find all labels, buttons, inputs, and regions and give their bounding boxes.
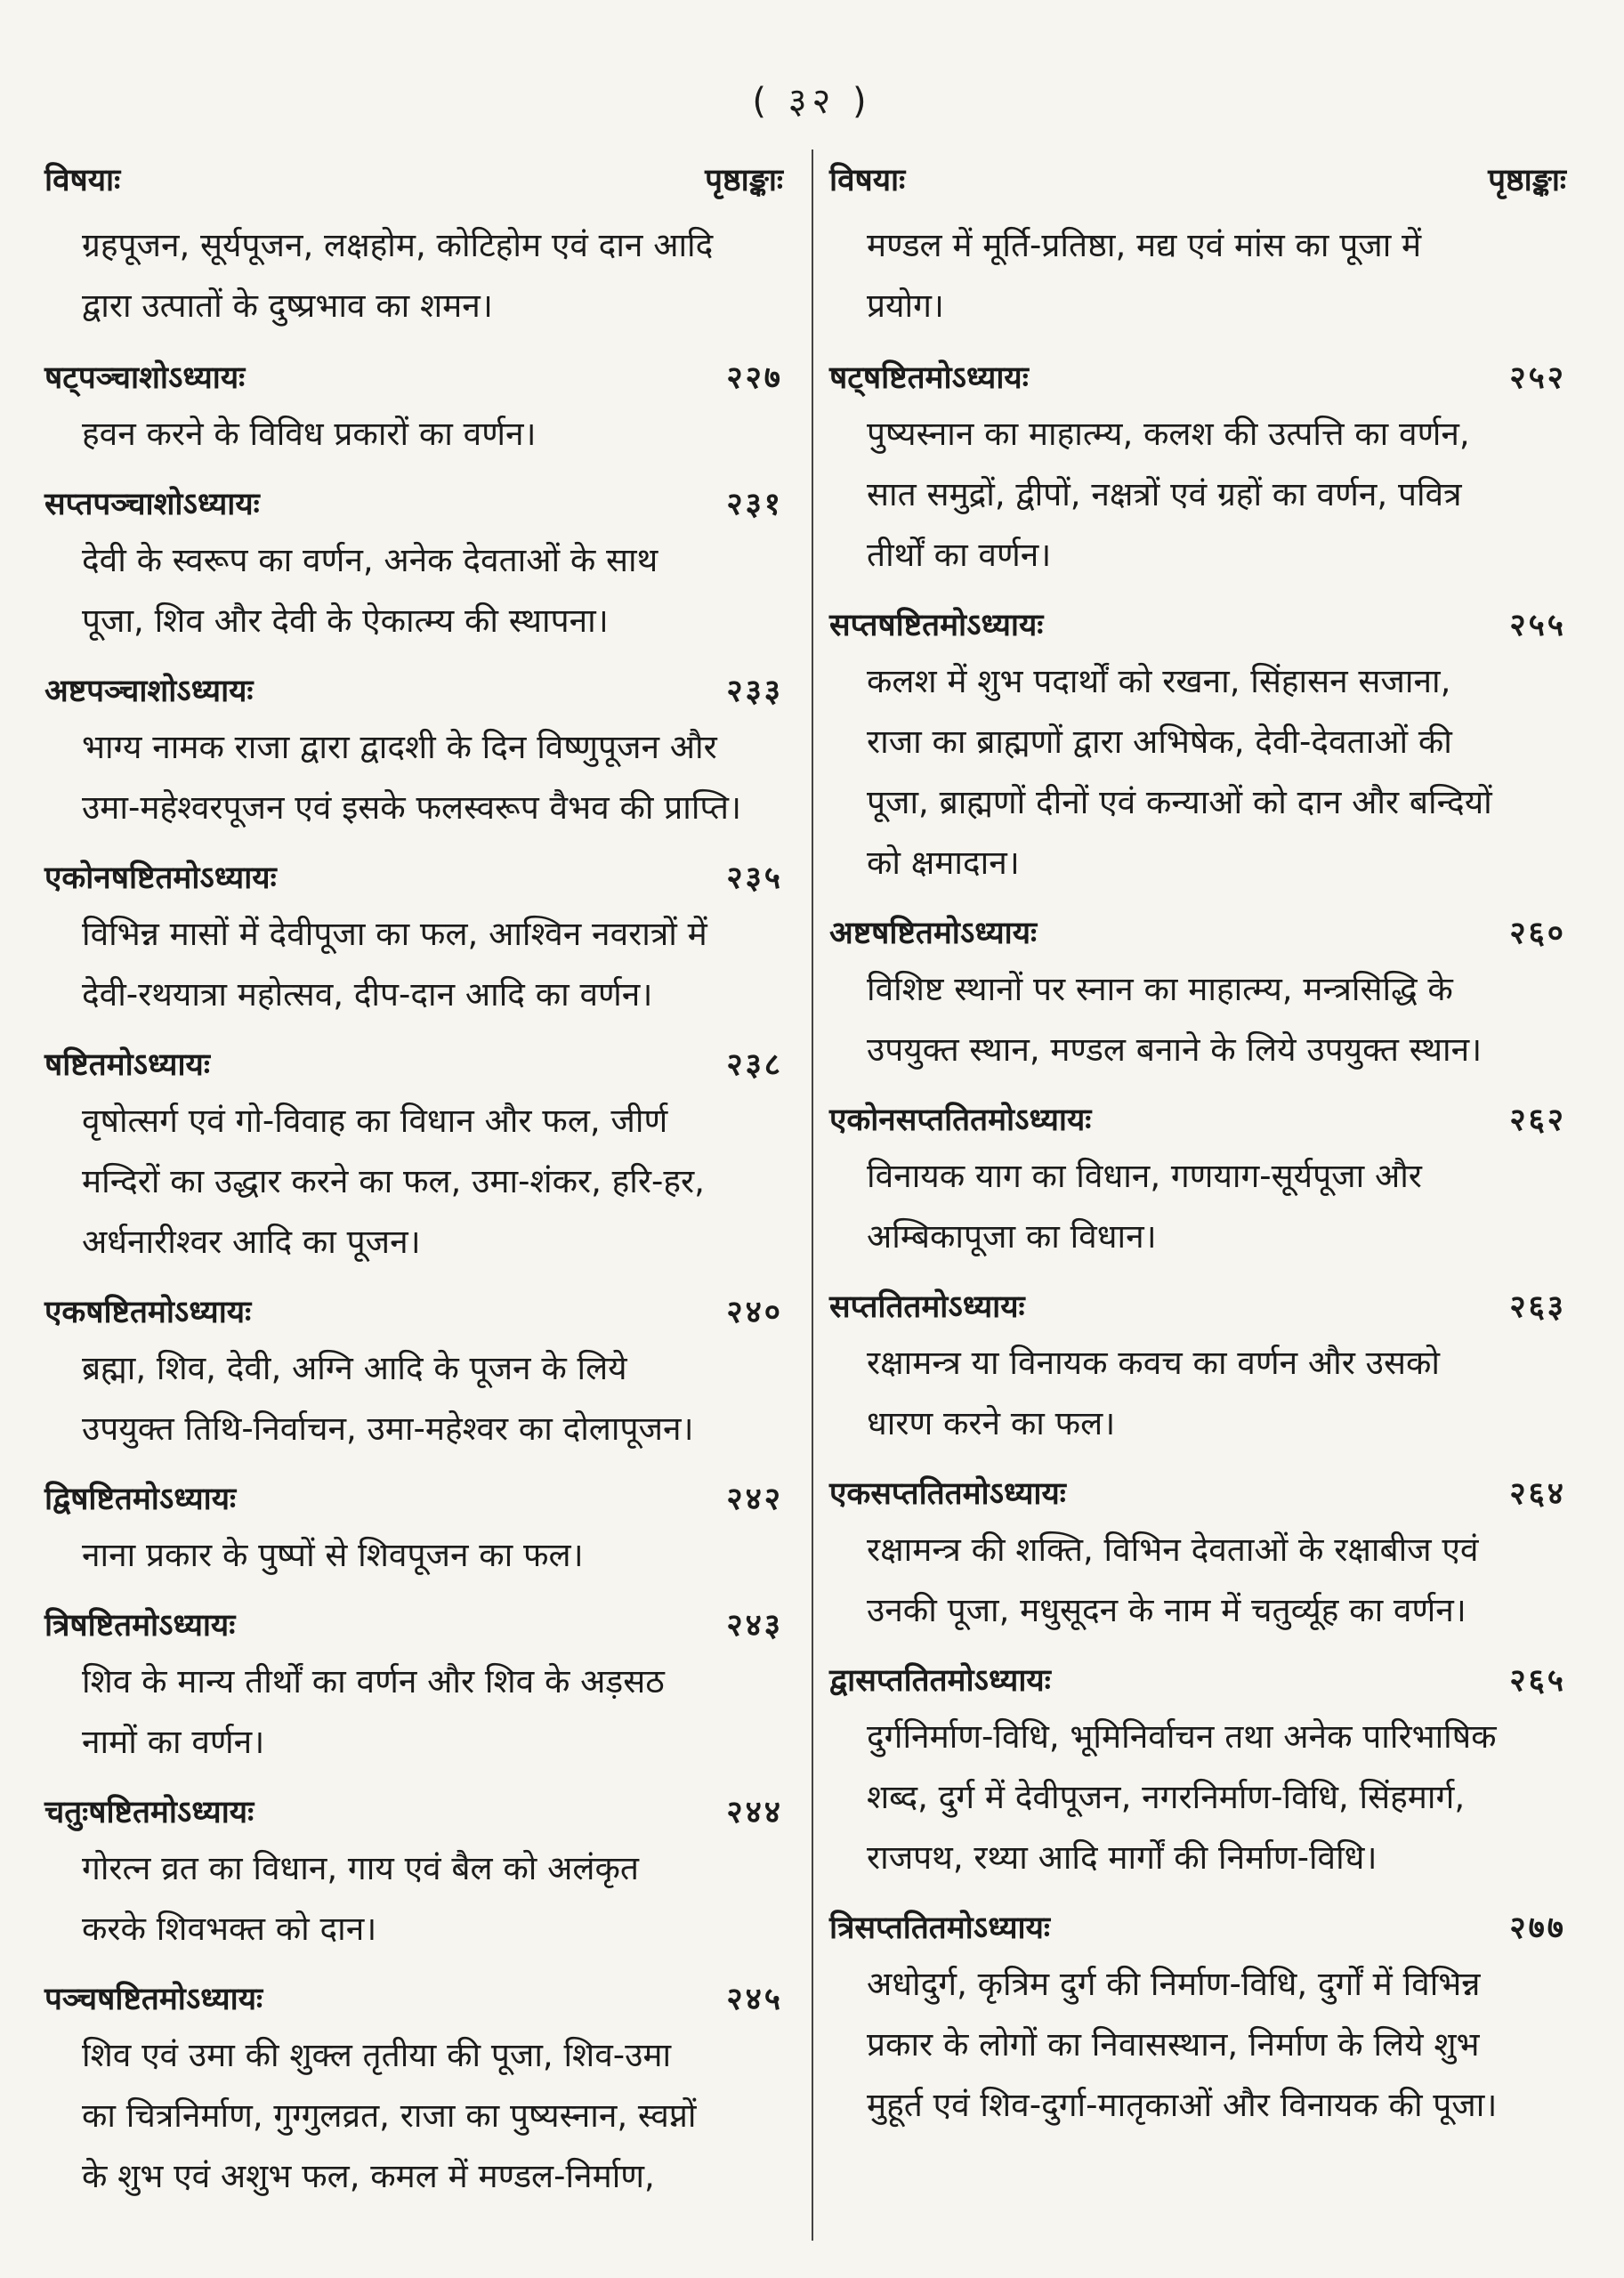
chapter-description — [829, 1333, 1566, 1454]
chapter-entry — [44, 482, 783, 651]
chapter-title: अष्टषष्टितमोऽध्यायः — [829, 916, 1038, 951]
description-line: शिव के मान्य तीर्थों का वर्णन और शिव के अड़सठ — [82, 1662, 665, 1700]
description-line: अर्धनारीश्वर आदि का पूजन। — [82, 1223, 421, 1261]
chapter-description — [829, 959, 1566, 1080]
chapter-page-number: २६४ — [1509, 1476, 1566, 1512]
chapter-heading-row — [829, 1906, 1566, 1951]
chapter-title: एकसप्ततितमोऽध्यायः — [829, 1476, 1066, 1512]
description-line: ब्रह्मा, शिव, देवी, अग्नि आदि के पूजन के लिये — [82, 1349, 627, 1387]
description-line: धारण करने का फल। — [867, 1404, 1116, 1442]
intro-description — [829, 215, 1566, 336]
right-column — [829, 153, 1566, 2153]
subject-heading: विषयाः — [829, 163, 906, 198]
chapter-heading-row — [829, 356, 1566, 400]
chapter-page-number: २३८ — [726, 1047, 783, 1083]
chapter-entry — [44, 669, 783, 838]
description-line: उपयुक्त स्थान, मण्डल बनाने के लिये उपयुक्त स्थान। — [867, 1030, 1483, 1069]
description-line: को क्षमादान। — [867, 844, 1020, 882]
chapter-entry — [44, 1977, 783, 2207]
chapter-title: पञ्चषष्टितमोऽध्यायः — [44, 1982, 263, 2017]
chapter-heading-row — [44, 1603, 783, 1648]
chapter-page-number: २६२ — [1509, 1103, 1566, 1138]
description-line: प्रकार के लोगों का निवासस्थान, निर्माण के लिये शुभ — [867, 2025, 1480, 2064]
description-line: अधोदुर्ग, कृत्रिम दुर्ग की निर्माण-विधि, दुर्गों में विभिन्न — [867, 1965, 1481, 2003]
chapter-heading-row — [829, 1285, 1566, 1329]
description-line: नामों का वर्णन। — [82, 1723, 265, 1761]
chapter-description — [829, 1707, 1566, 1888]
chapter-heading-row — [829, 1659, 1566, 1703]
chapter-title: त्रिषष्टितमोऽध्यायः — [44, 1608, 236, 1644]
description-line: विशिष्ट स्थानों पर स्नान का माहात्म्य, मन्त्रसिद्धि के — [867, 970, 1453, 1008]
chapter-entry — [44, 356, 783, 464]
description-line: शब्द, दुर्ग में देवीपूजन, नगरनिर्माण-विधि, सिंहमार्ग, — [867, 1778, 1466, 1816]
description-line: विनायक याग का विधान, गणयाग-सूर्यपूजा और — [867, 1157, 1422, 1195]
chapter-description — [44, 1525, 783, 1586]
description-line: राजपथ, रथ्या आदि मार्गों की निर्माण-विधि। — [867, 1838, 1378, 1877]
chapter-page-number: २६० — [1509, 916, 1566, 951]
description-line: दुर्गनिर्माण-विधि, भूमिनिर्वाचन तथा अनेक पारिभाषिक — [867, 1717, 1497, 1756]
chapter-title: सप्ततितमोऽध्यायः — [829, 1289, 1025, 1325]
chapter-page-number: २४० — [726, 1295, 783, 1330]
column-header — [829, 153, 1566, 208]
chapter-description — [829, 1954, 1566, 2136]
chapter-entry — [829, 1098, 1566, 1267]
chapter-entry — [44, 856, 783, 1025]
description-line: उमा-महेश्वरपूजन एवं इसके फलस्वरूप वैभव की प्राप्ति। — [82, 788, 741, 827]
description-line: राजा का ब्राह्मणों द्वारा अभिषेक, देवी-देवताओं की — [867, 723, 1452, 761]
description-line: मण्डल में मूर्ति-प्रतिष्ठा, मद्य एवं मांस का पूजा में — [867, 226, 1422, 264]
chapter-description — [44, 1838, 783, 1959]
chapter-title: अष्टपञ्चाशोऽध्यायः — [44, 674, 254, 709]
chapter-title: एकोनषष्टितमोऽध्यायः — [44, 860, 277, 896]
chapter-entry — [829, 603, 1566, 893]
intro-description — [44, 215, 783, 336]
chapter-heading-row — [44, 1477, 783, 1522]
chapter-description — [44, 530, 783, 651]
chapter-page-number: २४५ — [726, 1982, 783, 2017]
chapter-entry — [44, 1043, 783, 1272]
chapter-list — [829, 356, 1566, 2136]
description-line: प्रयोग। — [867, 287, 944, 325]
chapter-page-number: २६३ — [1509, 1289, 1566, 1325]
chapter-entry — [829, 911, 1566, 1080]
chapter-list — [44, 356, 783, 2207]
chapter-heading-row — [44, 1043, 783, 1087]
chapter-page-number: २३१ — [726, 487, 783, 522]
chapter-entry — [829, 1472, 1566, 1641]
chapter-title: त्रिसप्ततितमोऽध्यायः — [829, 1910, 1050, 1946]
description-line: हवन करने के विविध प्रकारों का वर्णन। — [82, 415, 537, 453]
chapter-description — [44, 1091, 783, 1272]
chapter-heading-row — [829, 1472, 1566, 1516]
description-line: द्वारा उत्पातों के दुष्प्रभाव का शमन। — [82, 287, 493, 325]
chapter-page-number: २३५ — [726, 860, 783, 896]
chapter-entry — [829, 1285, 1566, 1454]
description-line: रक्षामन्त्र की शक्ति, विभिन देवताओं के रक्षाबीज एवं — [867, 1531, 1479, 1569]
description-line: अम्बिकापूजा का विधान। — [867, 1217, 1157, 1256]
chapter-entry — [829, 1659, 1566, 1888]
chapter-page-number: २२७ — [726, 360, 783, 396]
chapter-heading-row — [44, 1290, 783, 1335]
chapter-title: एकोनसप्ततितमोऽध्यायः — [829, 1103, 1092, 1138]
chapter-title: एकषष्टितमोऽध्यायः — [44, 1295, 252, 1330]
chapter-description — [829, 404, 1566, 586]
page-heading: पृष्ठाङ्काः — [1488, 163, 1566, 198]
chapter-heading-row — [44, 1790, 783, 1835]
chapter-title: चतुःषष्टितमोऽध्यायः — [44, 1795, 255, 1830]
column-divider — [812, 149, 813, 2241]
description-line: कलश में शुभ पदार्थों को रखना, सिंहासन सजाना, — [867, 662, 1451, 700]
chapter-title: षष्टितमोऽध्यायः — [44, 1047, 210, 1083]
subject-heading: विषयाः — [44, 163, 121, 198]
column-header — [44, 153, 783, 208]
page-heading: पृष्ठाङ्काः — [705, 163, 783, 198]
description-line: शिव एवं उमा की शुक्ल तृतीया की पूजा, शिव-उमा — [82, 2036, 672, 2074]
description-line: देवी-रथयात्रा महोत्सव, दीप-दान आदि का वर्णन। — [82, 975, 653, 1014]
chapter-title: सप्तपञ्चाशोऽध्यायः — [44, 487, 260, 522]
chapter-page-number: २४४ — [726, 1795, 783, 1830]
description-line: भाग्य नामक राजा द्वारा द्वादशी के दिन विष्णुपूजन और — [82, 728, 717, 766]
chapter-entry — [829, 1906, 1566, 2136]
page-number: ( ३२ ) — [752, 81, 872, 122]
description-line: तीर्थों का वर्णन। — [867, 536, 1052, 574]
description-line: करके शिवभक्त को दान। — [82, 1910, 377, 1948]
chapter-title: सप्तषष्टितमोऽध्यायः — [829, 608, 1044, 643]
description-line: पूजा, शिव और देवी के ऐकात्म्य की स्थापना। — [82, 602, 609, 640]
chapter-title: षट्षष्टितमोऽध्यायः — [829, 360, 1029, 396]
chapter-title: द्वासप्ततितमोऽध्यायः — [829, 1663, 1051, 1699]
chapter-heading-row — [44, 482, 783, 527]
chapter-heading-row — [44, 856, 783, 901]
chapter-title: षट्पञ्चाशोऽध्यायः — [44, 360, 246, 396]
chapter-description — [829, 1146, 1566, 1267]
chapter-page-number: २५५ — [1509, 608, 1566, 643]
description-line: पुष्यस्नान का माहात्म्य, कलश की उत्पत्ति का वर्णन, — [867, 415, 1470, 453]
description-line: देवी के स्वरूप का वर्णन, अनेक देवताओं के साथ — [82, 541, 658, 579]
description-line: गोरत्न व्रत का विधान, गाय एवं बैल को अलंकृत — [82, 1849, 639, 1887]
description-line: का चित्रनिर्माण, गुग्गुलव्रत, राजा का पुष्यस्नान, स्वप्नों — [82, 2096, 697, 2135]
chapter-heading-row — [829, 603, 1566, 648]
description-line: सात समुद्रों, द्वीपों, नक्षत्रों एवं ग्रहों का वर्णन, पवित्र — [867, 475, 1462, 513]
chapter-description — [44, 404, 783, 464]
chapter-page-number: २७७ — [1509, 1910, 1566, 1946]
description-line: मन्दिरों का उद्धार करने का फल, उमा-शंकर, हरि-हर, — [82, 1162, 705, 1200]
chapter-heading-row — [44, 1977, 783, 2022]
chapter-page-number: २४२ — [726, 1482, 783, 1517]
description-line: उपयुक्त तिथि-निर्वाचन, उमा-महेश्वर का दोलापूजन। — [82, 1410, 694, 1448]
description-line: पूजा, ब्राह्मणों दीनों एवं कन्याओं को दान और बन्दियों — [867, 783, 1492, 821]
description-line: रक्षामन्त्र या विनायक कवच का वर्णन और उसको — [867, 1344, 1440, 1382]
chapter-heading-row — [829, 911, 1566, 956]
description-line: ग्रहपूजन, सूर्यपूजन, लक्षहोम, कोटिहोम एवं दान आदि — [82, 226, 714, 264]
chapter-heading-row — [44, 356, 783, 400]
chapter-description — [44, 904, 783, 1025]
description-line: उनकी पूजा, मधुसूदन के नाम में चतुर्व्यूह का वर्णन। — [867, 1591, 1466, 1629]
description-line: मुहूर्त एवं शिव-दुर्गा-मातृकाओं और विनायक की पूजा। — [867, 2086, 1498, 2124]
chapter-description — [829, 1520, 1566, 1641]
chapter-description — [829, 651, 1566, 893]
chapter-entry — [829, 356, 1566, 586]
description-line: वृषोत्सर्ग एवं गो-विवाह का विधान और फल, जीर्ण — [82, 1102, 668, 1140]
chapter-heading-row — [829, 1098, 1566, 1143]
chapter-page-number: २४३ — [726, 1608, 783, 1644]
chapter-page-number: २५२ — [1509, 360, 1566, 396]
chapter-title: द्विषष्टितमोऽध्यायः — [44, 1482, 237, 1517]
chapter-description — [44, 1652, 783, 1773]
chapter-description — [44, 1338, 783, 1459]
chapter-entry — [44, 1603, 783, 1773]
description-line: नाना प्रकार के पुष्पों से शिवपूजन का फल। — [82, 1536, 584, 1574]
left-column — [44, 153, 783, 2225]
chapter-heading-row — [44, 669, 783, 714]
chapter-entry — [44, 1477, 783, 1586]
chapter-page-number: २३३ — [726, 674, 783, 709]
chapter-entry — [44, 1790, 783, 1959]
chapter-description — [44, 2025, 783, 2207]
description-line: के शुभ एवं अशुभ फल, कमल में मण्डल-निर्माण, — [82, 2157, 655, 2195]
description-line: विभिन्न मासों में देवीपूजा का फल, आश्विन नवरात्रों में — [82, 915, 707, 953]
chapter-page-number: २६५ — [1509, 1663, 1566, 1699]
chapter-entry — [44, 1290, 783, 1459]
chapter-description — [44, 717, 783, 838]
